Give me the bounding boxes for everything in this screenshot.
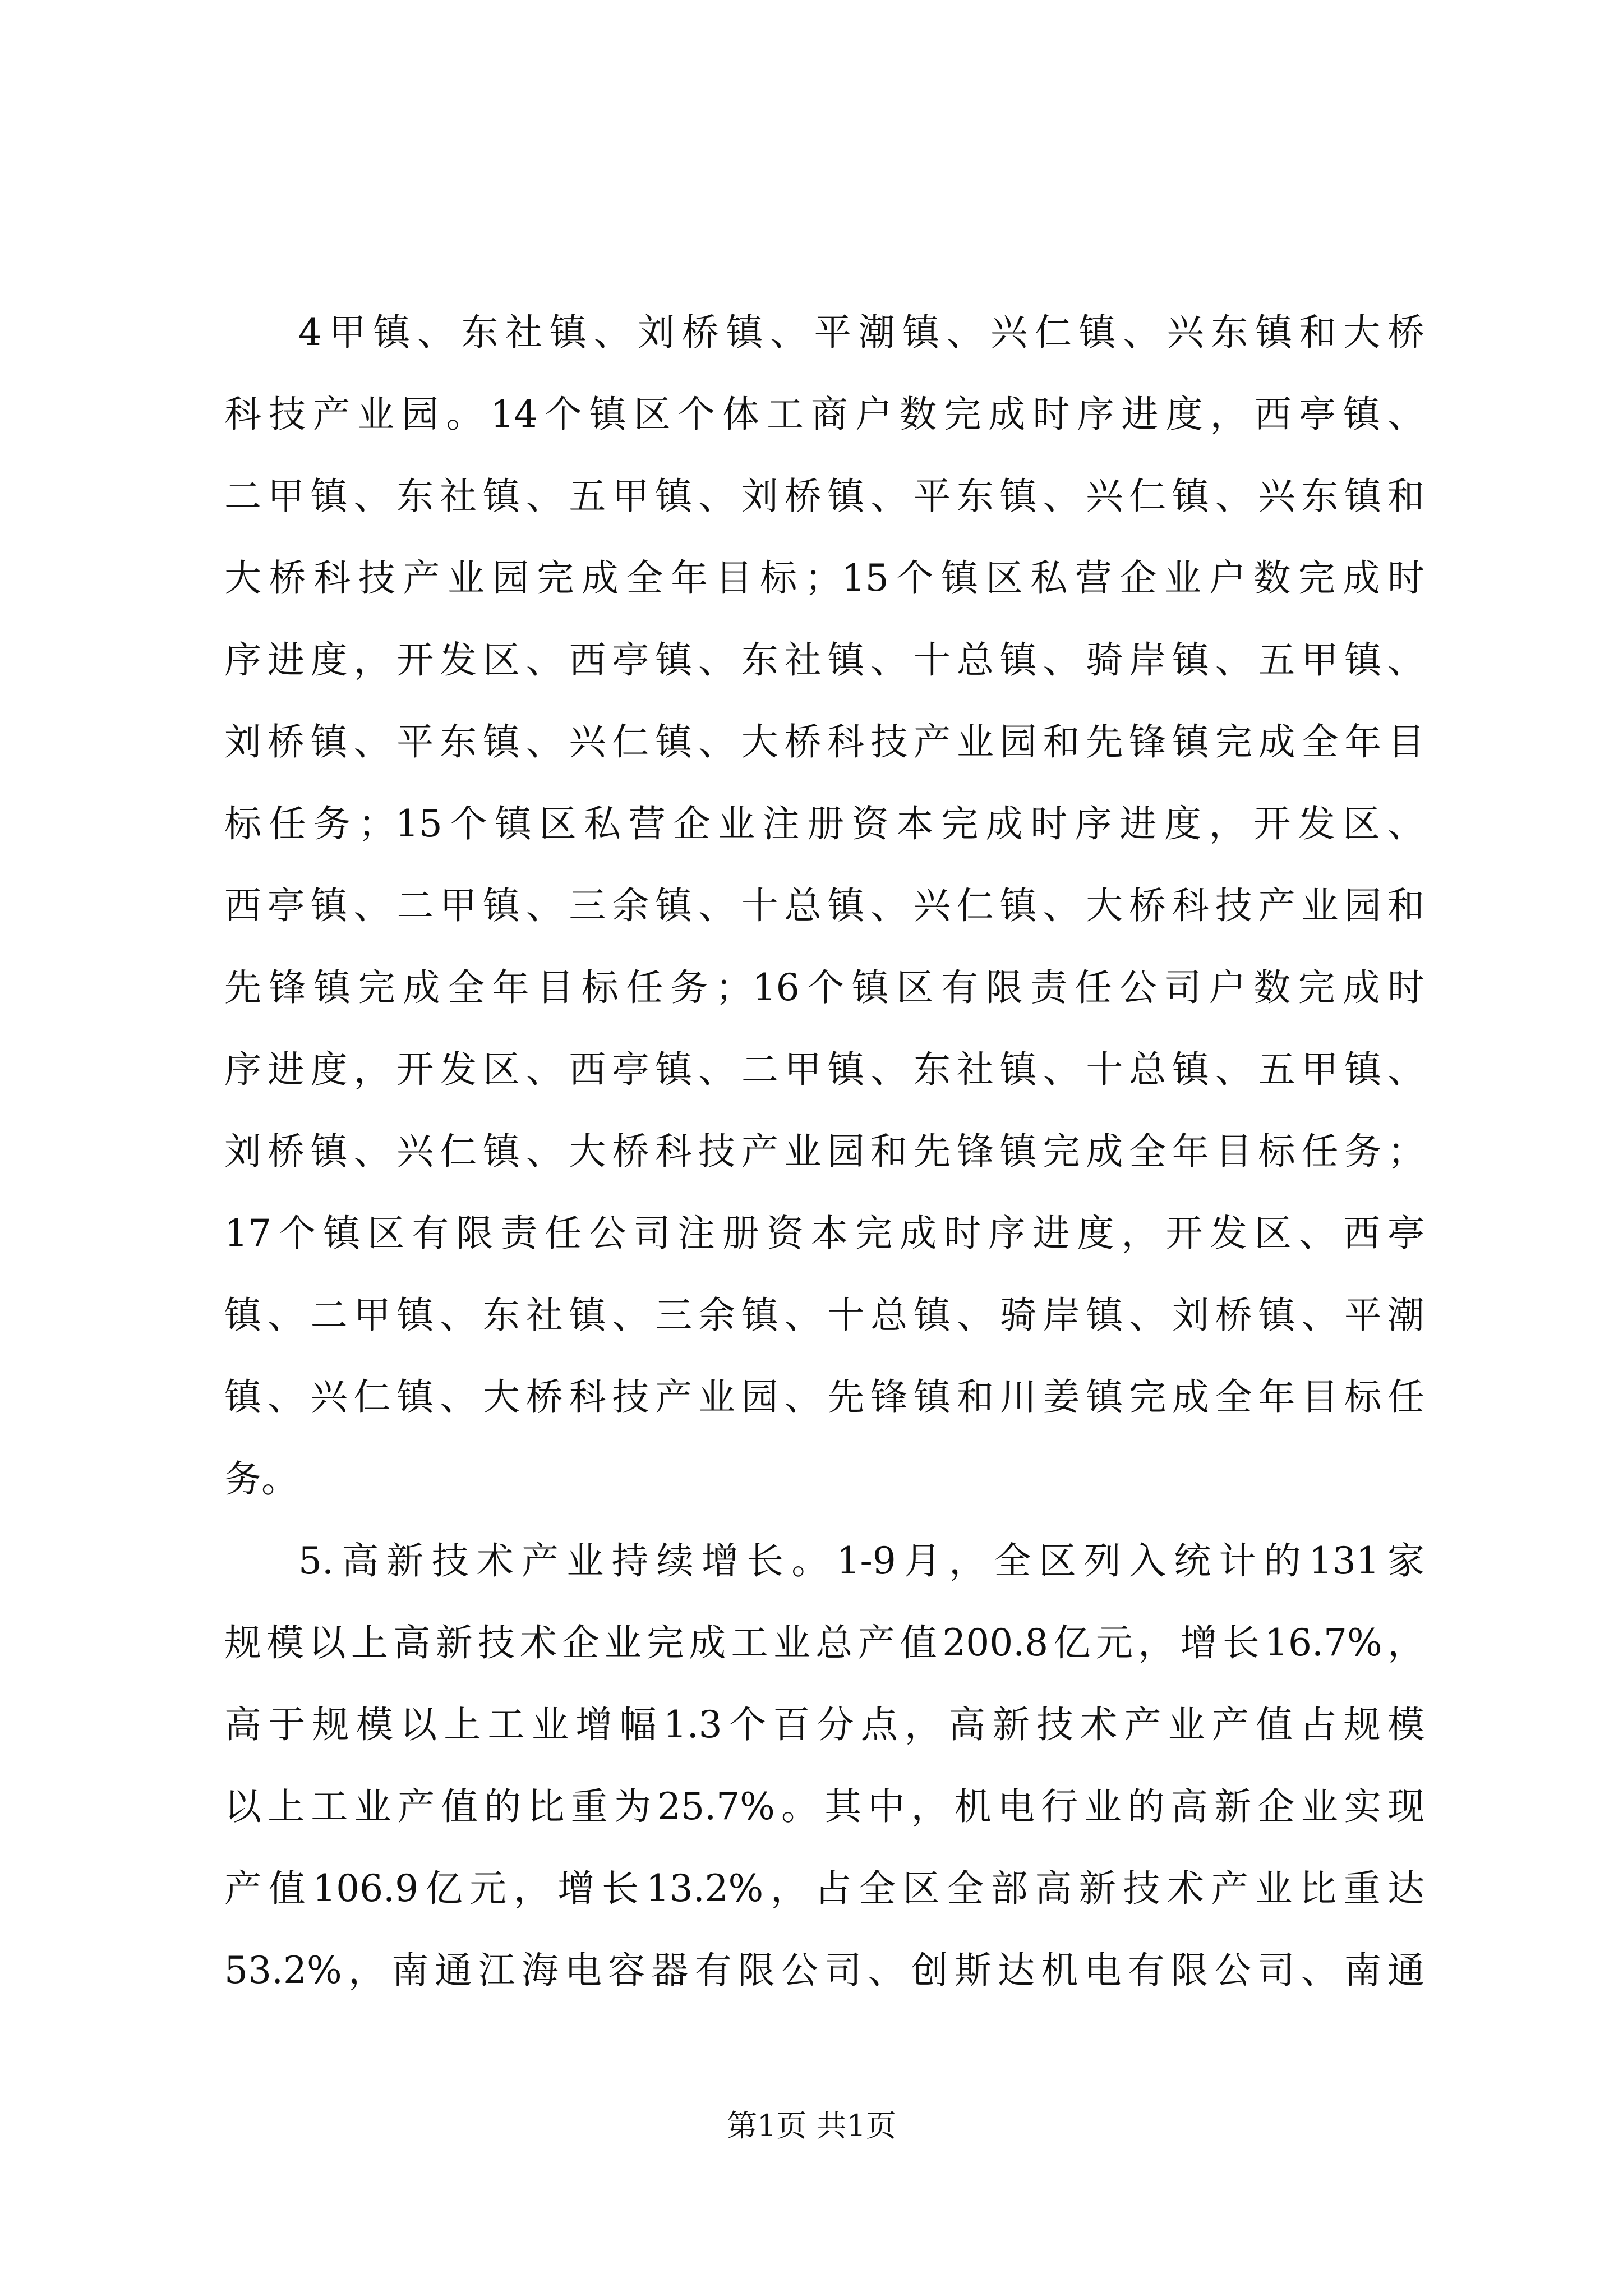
- text-line: 序进度，开发区、西亭镇、东社镇、十总镇、骑岸镇、五甲镇、: [224, 638, 1424, 682]
- text-line: 产值106.9亿元，增长13.2%，占全区全部高新技术产业比重达: [224, 1867, 1424, 1910]
- text-line: 53.2%，南通江海电容器有限公司、创斯达机电有限公司、南通: [224, 1949, 1424, 1992]
- text-line: 刘桥镇、平东镇、兴仁镇、大桥科技产业园和先锋镇完成全年目: [224, 720, 1424, 763]
- text-line: 西亭镇、二甲镇、三余镇、十总镇、兴仁镇、大桥科技产业园和: [224, 884, 1424, 927]
- text-line: 二甲镇、东社镇、五甲镇、刘桥镇、平东镇、兴仁镇、兴东镇和: [224, 475, 1424, 518]
- text-line: 科技产业园。14个镇区个体工商户数完成时序进度，西亭镇、: [224, 393, 1424, 436]
- text-line: 5.高新技术产业持续增长。1-9月，全区列入统计的131家: [298, 1539, 1424, 1582]
- text-line: 高于规模以上工业增幅1.3个百分点，高新技术产业产值占规模: [224, 1703, 1424, 1746]
- text-line: 以上工业产值的比重为25.7%。其中，机电行业的高新企业实现: [224, 1785, 1424, 1828]
- text-line: 4甲镇、东社镇、刘桥镇、平潮镇、兴仁镇、兴东镇和大桥: [298, 311, 1424, 354]
- body-text: [224, 292, 1424, 2012]
- text-line: 序进度，开发区、西亭镇、二甲镇、东社镇、十总镇、五甲镇、: [224, 1048, 1424, 1091]
- page-footer: 第1页 共1页: [727, 2108, 896, 2143]
- text-line: 17个镇区有限责任公司注册资本完成时序进度，开发区、西亭: [224, 1212, 1424, 1255]
- text-line: 标任务；15个镇区私营企业注册资本完成时序进度，开发区、: [224, 802, 1424, 845]
- text-line: 规模以上高新技术企业完成工业总产值200.8亿元，增长16.7%，: [224, 1621, 1424, 1664]
- text-line: 先锋镇完成全年目标任务；16个镇区有限责任公司户数完成时: [224, 966, 1424, 1009]
- text-line: 务。: [224, 1457, 298, 1501]
- text-line: 刘桥镇、兴仁镇、大桥科技产业园和先锋镇完成全年目标任务；: [224, 1130, 1424, 1173]
- text-line: 镇、兴仁镇、大桥科技产业园、先锋镇和川姜镇完成全年目标任: [224, 1375, 1424, 1419]
- text-line: 镇、二甲镇、东社镇、三余镇、十总镇、骑岸镇、刘桥镇、平潮: [224, 1294, 1424, 1337]
- text-line: 大桥科技产业园完成全年目标；15个镇区私营企业户数完成时: [224, 556, 1424, 600]
